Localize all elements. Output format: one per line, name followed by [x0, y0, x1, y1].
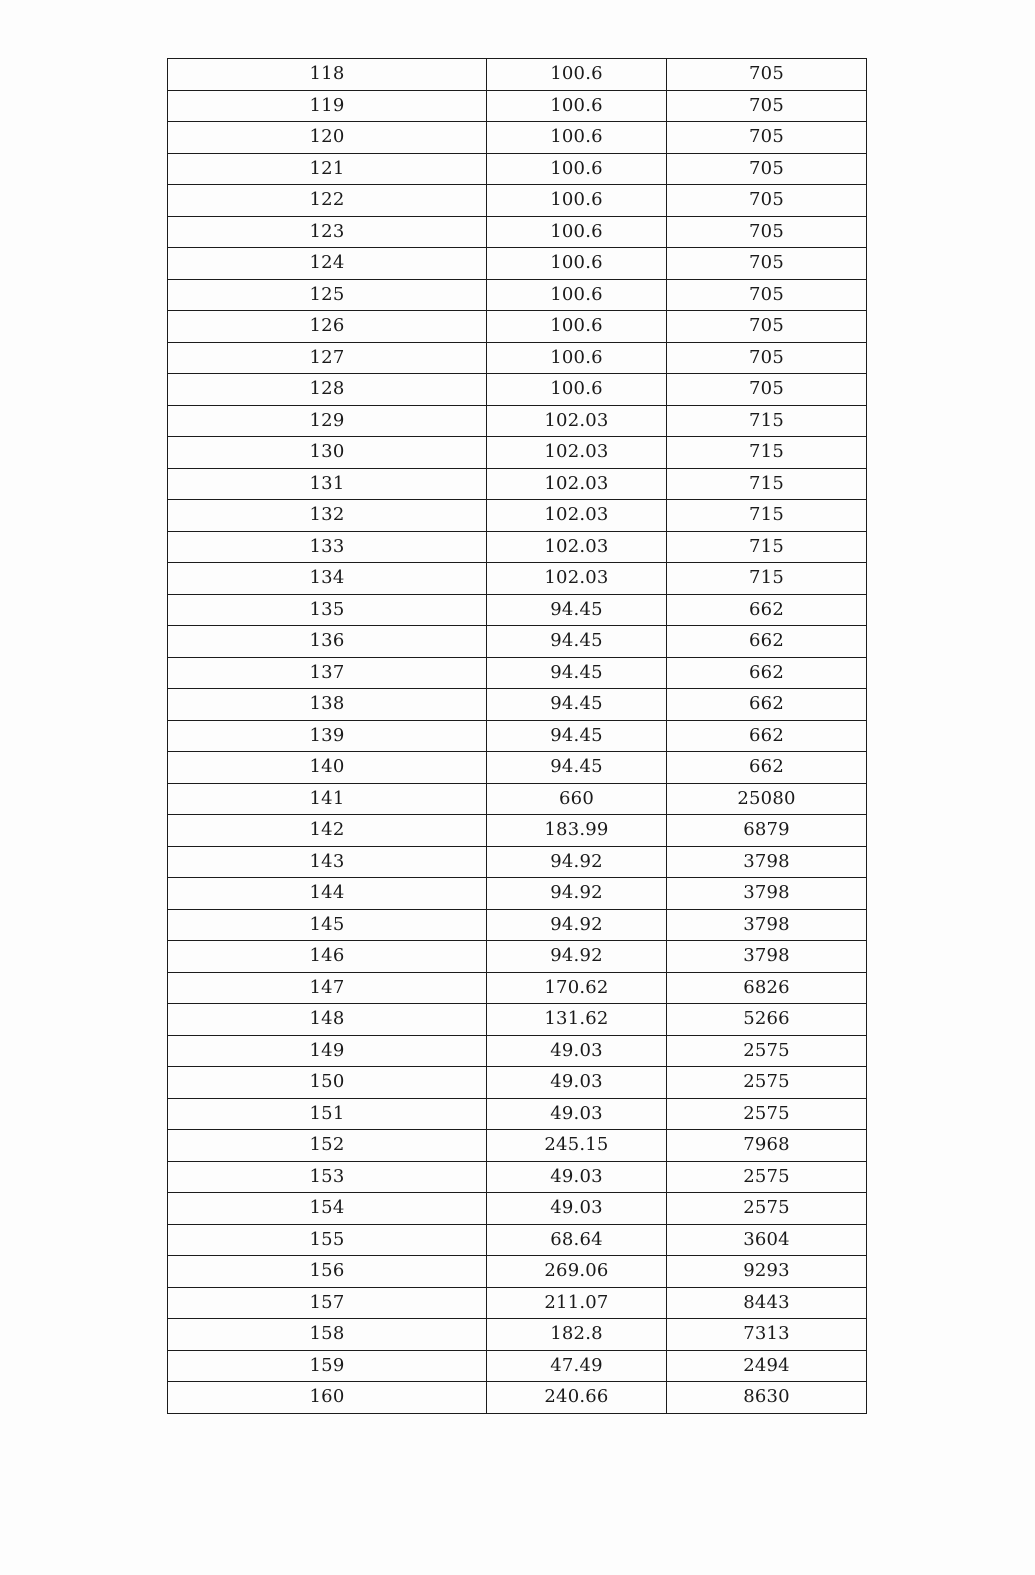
- row-number-cell: 140: [168, 752, 487, 784]
- table-row: [168, 815, 867, 847]
- row-number-cell: 135: [168, 594, 487, 626]
- amount-cell: 8630: [667, 1382, 867, 1414]
- row-number-cell: 131: [168, 468, 487, 500]
- area-cell: 660: [487, 783, 667, 815]
- area-cell: 100.6: [487, 216, 667, 248]
- table-row: [168, 185, 867, 217]
- row-number-cell: 120: [168, 122, 487, 154]
- table-row: [168, 1004, 867, 1036]
- table-row: [168, 563, 867, 595]
- table-row: [168, 909, 867, 941]
- table-row: [168, 1319, 867, 1351]
- amount-cell: 3604: [667, 1224, 867, 1256]
- amount-cell: 3798: [667, 846, 867, 878]
- table-row: [168, 1256, 867, 1288]
- row-number-cell: 124: [168, 248, 487, 280]
- amount-cell: 662: [667, 594, 867, 626]
- amount-cell: 2494: [667, 1350, 867, 1382]
- area-cell: 269.06: [487, 1256, 667, 1288]
- row-number-cell: 158: [168, 1319, 487, 1351]
- row-number-cell: 142: [168, 815, 487, 847]
- table-row: [168, 657, 867, 689]
- row-number-cell: 148: [168, 1004, 487, 1036]
- row-number-cell: 156: [168, 1256, 487, 1288]
- amount-cell: 705: [667, 153, 867, 185]
- area-cell: 100.6: [487, 59, 667, 91]
- table-row: [168, 374, 867, 406]
- row-number-cell: 134: [168, 563, 487, 595]
- row-number-cell: 153: [168, 1161, 487, 1193]
- area-cell: 100.6: [487, 342, 667, 374]
- amount-cell: 705: [667, 374, 867, 406]
- area-cell: 100.6: [487, 153, 667, 185]
- area-cell: 240.66: [487, 1382, 667, 1414]
- table-row: [168, 405, 867, 437]
- row-number-cell: 147: [168, 972, 487, 1004]
- amount-cell: 2575: [667, 1098, 867, 1130]
- row-number-cell: 152: [168, 1130, 487, 1162]
- table-row: [168, 878, 867, 910]
- table-row: [168, 1382, 867, 1414]
- area-cell: 100.6: [487, 248, 667, 280]
- row-number-cell: 144: [168, 878, 487, 910]
- amount-cell: 2575: [667, 1035, 867, 1067]
- row-number-cell: 151: [168, 1098, 487, 1130]
- row-number-cell: 126: [168, 311, 487, 343]
- table-row: [168, 153, 867, 185]
- row-number-cell: 125: [168, 279, 487, 311]
- area-cell: 94.92: [487, 878, 667, 910]
- table-row: [168, 626, 867, 658]
- table-row: [168, 1350, 867, 1382]
- row-number-cell: 132: [168, 500, 487, 532]
- amount-cell: 705: [667, 342, 867, 374]
- table-row: [168, 248, 867, 280]
- row-number-cell: 138: [168, 689, 487, 721]
- table-row: [168, 1035, 867, 1067]
- row-number-cell: 145: [168, 909, 487, 941]
- area-cell: 49.03: [487, 1098, 667, 1130]
- amount-cell: 715: [667, 531, 867, 563]
- row-number-cell: 129: [168, 405, 487, 437]
- amount-cell: 662: [667, 752, 867, 784]
- amount-cell: 705: [667, 279, 867, 311]
- amount-cell: 2575: [667, 1067, 867, 1099]
- area-cell: 49.03: [487, 1161, 667, 1193]
- data-table: [167, 58, 867, 1414]
- amount-cell: 6826: [667, 972, 867, 1004]
- area-cell: 94.45: [487, 689, 667, 721]
- area-cell: 131.62: [487, 1004, 667, 1036]
- table-row: [168, 720, 867, 752]
- amount-cell: 662: [667, 657, 867, 689]
- area-cell: 100.6: [487, 279, 667, 311]
- amount-cell: 662: [667, 720, 867, 752]
- area-cell: 94.92: [487, 909, 667, 941]
- area-cell: 102.03: [487, 531, 667, 563]
- area-cell: 94.45: [487, 720, 667, 752]
- amount-cell: 715: [667, 563, 867, 595]
- table-row: [168, 1130, 867, 1162]
- area-cell: 100.6: [487, 374, 667, 406]
- amount-cell: 2575: [667, 1193, 867, 1225]
- amount-cell: 25080: [667, 783, 867, 815]
- amount-cell: 3798: [667, 878, 867, 910]
- row-number-cell: 128: [168, 374, 487, 406]
- row-number-cell: 157: [168, 1287, 487, 1319]
- area-cell: 94.45: [487, 752, 667, 784]
- area-cell: 102.03: [487, 468, 667, 500]
- amount-cell: 705: [667, 122, 867, 154]
- row-number-cell: 118: [168, 59, 487, 91]
- area-cell: 94.92: [487, 846, 667, 878]
- row-number-cell: 143: [168, 846, 487, 878]
- amount-cell: 705: [667, 185, 867, 217]
- area-cell: 94.45: [487, 594, 667, 626]
- row-number-cell: 160: [168, 1382, 487, 1414]
- area-cell: 183.99: [487, 815, 667, 847]
- row-number-cell: 121: [168, 153, 487, 185]
- table-row: [168, 216, 867, 248]
- table-row: [168, 59, 867, 91]
- table-row: [168, 1067, 867, 1099]
- row-number-cell: 155: [168, 1224, 487, 1256]
- table-row: [168, 846, 867, 878]
- amount-cell: 3798: [667, 941, 867, 973]
- row-number-cell: 119: [168, 90, 487, 122]
- area-cell: 245.15: [487, 1130, 667, 1162]
- table-row: [168, 1193, 867, 1225]
- area-cell: 170.62: [487, 972, 667, 1004]
- amount-cell: 662: [667, 626, 867, 658]
- amount-cell: 705: [667, 59, 867, 91]
- area-cell: 100.6: [487, 185, 667, 217]
- amount-cell: 3798: [667, 909, 867, 941]
- amount-cell: 2575: [667, 1161, 867, 1193]
- table-row: [168, 1161, 867, 1193]
- amount-cell: 705: [667, 90, 867, 122]
- amount-cell: 705: [667, 311, 867, 343]
- amount-cell: 5266: [667, 1004, 867, 1036]
- area-cell: 102.03: [487, 500, 667, 532]
- table-row: [168, 752, 867, 784]
- table-row: [168, 468, 867, 500]
- area-cell: 49.03: [487, 1193, 667, 1225]
- table-row: [168, 531, 867, 563]
- table-row: [168, 500, 867, 532]
- table-row: [168, 279, 867, 311]
- row-number-cell: 122: [168, 185, 487, 217]
- row-number-cell: 154: [168, 1193, 487, 1225]
- row-number-cell: 136: [168, 626, 487, 658]
- table-row: [168, 342, 867, 374]
- row-number-cell: 146: [168, 941, 487, 973]
- area-cell: 49.03: [487, 1067, 667, 1099]
- row-number-cell: 150: [168, 1067, 487, 1099]
- table-row: [168, 972, 867, 1004]
- amount-cell: 7968: [667, 1130, 867, 1162]
- amount-cell: 705: [667, 216, 867, 248]
- row-number-cell: 133: [168, 531, 487, 563]
- area-cell: 47.49: [487, 1350, 667, 1382]
- row-number-cell: 137: [168, 657, 487, 689]
- row-number-cell: 149: [168, 1035, 487, 1067]
- table-row: [168, 689, 867, 721]
- amount-cell: 6879: [667, 815, 867, 847]
- table-row: [168, 941, 867, 973]
- table-row: [168, 1224, 867, 1256]
- area-cell: 94.45: [487, 657, 667, 689]
- table-row: [168, 783, 867, 815]
- row-number-cell: 127: [168, 342, 487, 374]
- row-number-cell: 139: [168, 720, 487, 752]
- area-cell: 100.6: [487, 90, 667, 122]
- table-row: [168, 437, 867, 469]
- area-cell: 182.8: [487, 1319, 667, 1351]
- row-number-cell: 123: [168, 216, 487, 248]
- row-number-cell: 141: [168, 783, 487, 815]
- table-row: [168, 1287, 867, 1319]
- area-cell: 102.03: [487, 563, 667, 595]
- row-number-cell: 159: [168, 1350, 487, 1382]
- amount-cell: 715: [667, 437, 867, 469]
- amount-cell: 662: [667, 689, 867, 721]
- amount-cell: 8443: [667, 1287, 867, 1319]
- table-row: [168, 311, 867, 343]
- area-cell: 68.64: [487, 1224, 667, 1256]
- table-row: [168, 594, 867, 626]
- amount-cell: 715: [667, 468, 867, 500]
- area-cell: 94.45: [487, 626, 667, 658]
- amount-cell: 715: [667, 405, 867, 437]
- area-cell: 102.03: [487, 405, 667, 437]
- area-cell: 94.92: [487, 941, 667, 973]
- table-row: [168, 122, 867, 154]
- amount-cell: 715: [667, 500, 867, 532]
- area-cell: 102.03: [487, 437, 667, 469]
- row-number-cell: 130: [168, 437, 487, 469]
- area-cell: 211.07: [487, 1287, 667, 1319]
- amount-cell: 7313: [667, 1319, 867, 1351]
- table-row: [168, 90, 867, 122]
- amount-cell: 9293: [667, 1256, 867, 1288]
- area-cell: 100.6: [487, 311, 667, 343]
- area-cell: 49.03: [487, 1035, 667, 1067]
- table-body: [168, 59, 867, 1414]
- area-cell: 100.6: [487, 122, 667, 154]
- table-row: [168, 1098, 867, 1130]
- amount-cell: 705: [667, 248, 867, 280]
